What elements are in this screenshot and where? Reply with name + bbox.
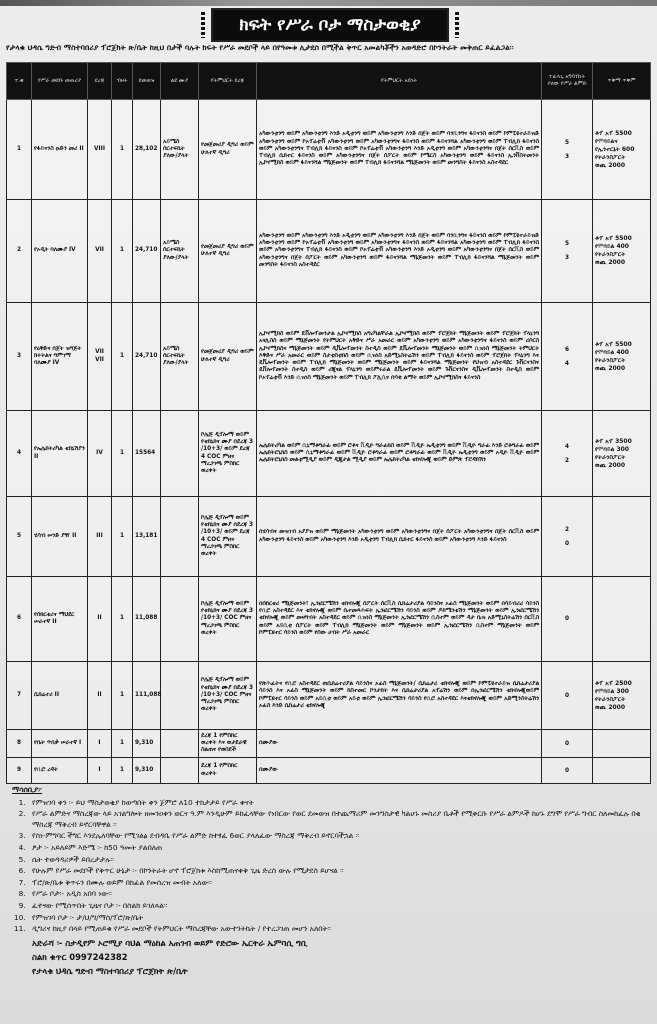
row-no: 3 — [7, 303, 32, 411]
header-experience: ተፈላጊ አግባብነት ያለው የሥራ ልምድ — [542, 63, 593, 100]
table-row — [7, 100, 651, 200]
benefit-line: የትራንስፖርት — [595, 356, 626, 364]
experience-value: 3 — [564, 153, 570, 160]
benefit-line: የትራንስፖርት — [595, 695, 626, 703]
header-salary: ደመወዝ — [133, 63, 161, 100]
note-item: 2. የሥራ ልምድና ማስረጃው ላይ አገልግሎት ዘመንዐቀን ወርና ዓ.ም እንዲሁም ይከፈላቸው የነበርው የወር ደመወዝ በተጨማሪም መንግስታዊ ካልሆኑ መስሪያ ቤቶች የሚቀርቡ የሥራ ልምዶች ከሆኑ ደግሞ የሥራ ግብር ስለመከፈሉ በቂ ማስረጃ ማቅረብ ይኖርባቸዋል ፡፡ — [28, 809, 652, 830]
row-specialty — [161, 730, 199, 758]
row-qty: 1 — [112, 497, 133, 577]
benefit-line: ወጪ 2000 — [595, 259, 626, 266]
row-benefits — [593, 662, 651, 730]
contact-address: አድራሻ ፡- ስታዲየም ኦሮሚያ ባህል ማዕከል አጠገብ ወይም የድሮው ኤርትራ ኤምባሲ ግቢ — [32, 937, 308, 948]
row-benefits — [593, 497, 651, 577]
row-benefits — [593, 577, 651, 662]
experience-value: 5 — [564, 241, 570, 247]
row-education-type: ኢኮኖሚክስ ወይም ዴቨሎፕመንታል ኢኮኖሚክስ አግሪካልቸራል ኢኮኖሚክስ ወይም ፕሮጀክት ማኔጅመንት ወይም ፕሮጀክት ፕላኒንግ አናሊስስ ወይም ማኔጅመንት የትምህርት አቅድና ሥራ አመራር ወይም አካውንቲንግ ወይም አካውንቲንግና ፋይናንስ ወይም ሪሶርስ ኢኮኖሚክስና ማኔጅመንት ወይም ዲቬሎፕመንት ስተዲስ ወይም ዴቬሎፕመንት ማኔጅመንት ወይም ቢዝነስ ማኔጅመንት ትምህርት እቅድና ሥራ አመራር ወይም ስታቲስቲክስ ወይም ቢዝነስ አድሚኒስትሬሽን ወይም ፐብሊክ ፋይናንስ ወይም ፕሮጀክት ፕላኒንግ እና ዴቬሎፕመንት ወይም ፐብሊክ ማኔጅመንት ወይም ማኔጅመንት ወይም ፋይናንሻል ማኔጅመንት የህዝብ አስተዳደር ጉቨርናንስና ዴቨሎፕመንት ስተዲስ ወይም ሪጂናል ፕላኒንግ ወይምሩራል ዴቬሎፕመንት ወይም ጉቨርናንስና ዲቬሎፕመንት ስተዲስ ወይም ኮኦፕሬቲቭ እንድ ቢዝነስ ማኔጅመንት ወይም ፐብሊክ ፖሊሲና በሳቂ ልማት ወይም ኢኮኖሚክስና ፋይናንስ — [257, 303, 542, 411]
benefit-line: ቶፕ አፕ 3500 — [595, 437, 632, 445]
experience-value: 2 — [564, 526, 570, 533]
header-no: ተ.ቁ — [7, 63, 32, 100]
benefit-line: ወጪ 2000 — [595, 703, 626, 711]
row-specialty — [161, 497, 199, 577]
row-specialty: አይሜስ ሰርተፍኬት ያለው/ያላት — [161, 100, 199, 200]
experience-value: 0 — [564, 540, 570, 547]
benefit-line: ቶፕ አፕ 2500 — [595, 679, 632, 687]
row-education-level: ኮሌጅ ዲፕሎማ ወይም የቴክኒክና ሙያ በደረጃ 3 /10+3/ ወይም ደረጃ 4 COC ምዘና ማረጋገጫ ምስክር ወረቀት — [199, 497, 257, 577]
benefit-line: ወጪ 2000 — [595, 461, 626, 469]
row-no: 7 — [7, 662, 32, 730]
header-grade: ደረጃ — [88, 63, 112, 100]
benefit-line: የሞባይል 400 — [595, 348, 629, 356]
ornament-left-icon — [198, 12, 208, 38]
row-benefits — [593, 730, 651, 758]
experience-value: 0 — [564, 740, 570, 747]
row-grade: III — [88, 497, 112, 577]
row-grade: I — [88, 730, 112, 758]
experience-value: 2 — [564, 457, 570, 464]
table-row — [7, 577, 651, 662]
vacancy-table — [6, 62, 651, 784]
row-no: 8 — [7, 730, 32, 758]
row-education-type: ኤሌክትሪካል ወይም ሲኒማቶግራፊ ወይም ሮቶና ቪዲዮ ግራፊክስ ወይም ቪዲዮ ኤዲቲንግ ወይም ቪዲዮ ግራፊ እንድ ሮቶግራፊ ወይም ኤሌክትሮኒክስ ወይም ሲኒማቶግራፊ ወይም ቪዲዮ ሮቶግራፊ ወይም ሮቶግራፊ ወይም ቪዲዮ ኤዲቲንግ ወይም ኦዲዮ ቪዲዮ ወይም ኤሌክትሮኒክስ መልቲሚዲያ ወይም ዲጂታል ሚዲያ ወይም ኤሌክትሪካል ቴክኖሎጂ ወይም ድምጽ ፕሮዳክሽን — [257, 411, 542, 497]
notes-list — [12, 798, 652, 935]
header-benefits: ጥቅማ ጥቅም — [593, 63, 651, 100]
row-experience — [542, 662, 593, 730]
experience-value: 5 — [564, 139, 570, 146]
row-education-type: በሂሳብና መዝገብ አያያዝ ወይም ማኔጅመንት አካውንቲንግ ወይም አካውንቲንግና በጀት ሰፖርት አካውንቲንግና በጀት ሰርቪስ ወይም አካውንቲንግ ፋይናንስ ወይም አካውንቲንግ እንድ ኦዲቲንግ ፐብሊክ ሴክተር ፋይናንስ ወይም አካውንቲንግ እንድ ፋይናንስ — [257, 497, 542, 577]
benefit-line: የትራንስፖርት — [595, 153, 626, 161]
note-item: 4. ፆታ ፡- አይለይም እድሜ ፡- ከ50 ዓመት ያልበለጠ — [28, 843, 652, 854]
table-row — [7, 758, 651, 784]
row-salary: 13,181 — [133, 497, 161, 577]
experience-value: 6 — [564, 346, 570, 353]
experience-value: 0 — [564, 692, 570, 699]
row-education-level: ደረጃ 1 የምስክር ወረቀት — [199, 758, 257, 784]
notes-section — [12, 785, 652, 978]
row-experience — [542, 303, 593, 411]
ornament-right-icon — [452, 12, 462, 38]
note-item: 3. የስነ-ምግባር ችግር እንደሌለባቸው የሚገልፅ ደብዳቤ የሥራ ልምድ ከተፃፈ 6ወር ያላለፈው ማስረጃ ማቅረብ ይኖርባችኋል ፡፡ — [28, 831, 652, 842]
row-benefits — [593, 303, 651, 411]
row-title: የኤሌክትሪካል ቴክኒሽያን II — [32, 411, 88, 497]
row-education-type: አካውንቲንግ ወይም አካውንቲንግ እንድ ኦዲቲንግ ወይም አካውንቲንግ እንድ በጀት ወይም ባንኪንግና ፋይናንስ ወይም ኮምፒዩተራይዝድ አካውንቲንግ ወይም ኮኦፕሬቲቭ አካውንቲንግ ወይም አካውንቲንግና ፋይናንስ ወይም ፋይናንሻል አካውንቲንግ ወይም ፐብሊክ ፋይናንስ ወይም አካውንቲንግና ፐብሊክ ፋይናንስ ወይም ኮኦፕሬቲቭ አካውንቲንግ እንድ ኦዲቲንግ ወይም አካውንቲንግና በጀት ሰርቪስ ወይም ፐብሊክ ሴክተር ፋይናንስ ወይም አካውንቲንግና በጀት ሰፖርት ወይም ኮሜርስ አካውንቲንግ ወይም ፋይናንስ ኢንቨስትመንት ኢኮኖሚክስ ወይም ፋይናንሻል ማኔጅመንት ወይም ፐብሊክ ፋይናንሻል ማኔጅመንት ወይም መንግስት ፋይናንስ አስተዳደር — [257, 100, 542, 200]
header-qty: ብዛት — [112, 63, 133, 100]
row-salary: 24,710 — [133, 303, 161, 411]
row-experience — [542, 577, 593, 662]
contact-phone: ስልክ ቁጥር 0997242382 — [32, 951, 128, 962]
row-grade: VII VII — [88, 303, 112, 411]
benefit-line: የሞባይል 300 — [595, 687, 629, 695]
row-education-level: ኮሌጅ ዲፕሎማ ወይም የቴክኒክና ሙያ በደረጃ 3 /10+3/ COC ምዘና ማረጋገጫ ምስክር ወረቀት — [199, 662, 257, 730]
benefit-line: የሞባይል 300 — [595, 445, 629, 453]
row-education-type: በሰክርቴሪ ማኔጅመንት፣ ኢንፎርሜሽን ቴክኖሎጂ ሰፖርት ሰርቪስ ሴክሬታሪያል ሳይንስና ኦፊስ ማኔጅመንት ወይም በሳይብሪሪ ሳይንስ የቢሮ አስተዳደር እና ቴክኖሎጂ ወይም ቤተመጻሕፍት ኢንፎርሜሽን ሳይንስ ወይም ዶክሜንቴሽን ማኔጅመንት ወይም ኢንፎርሜሽን ቴክኖሎጂ ወይም መዛግብት አስተዳደር ወይም ቢዝነስ ማኔጅመንት ኢንፎርሜሽን ሲስተም ወይም ዳታ ቤዝ አድሚኒስትሬሽን ሰርቪስ ወይም አይሲቲ ሰፖርት ወይም ፐብሊክ ማኔጅመንት ወይም ማኔጅመንት ወይም ኢንፎርሜሽን ሲስተም ማኔጅመንት ወይም ኮምፒዩተር ሳይንስ ወይም የሰው ሀብት ሥራ አመራር — [257, 577, 542, 662]
row-grade: I — [88, 758, 112, 784]
top-edge — [0, 0, 657, 6]
row-grade: II — [88, 577, 112, 662]
page-title: ክፍት የሥራ ቦታ ማስታወቂያ — [211, 8, 448, 42]
note-item: 1. የምዝገባ ቀን ፡- ይህ ማስታወቂያ ከወጣበት ቀን ጀምሮ ለ10 ተከታታይ የሥራ ቀናት — [28, 798, 652, 809]
table-row — [7, 200, 651, 303]
note-item: 9. ፈተናው የሚሰጥበት ጊዜና ቦታ ፡- በስልክ ይገለጻል፡፡ — [28, 901, 652, 912]
row-education-type: አካውንቲንግ ወይም አካውንቲንግ እንድ ኦዲቲንግ ወይም አካውንቲንግ እንድ በጀት ወይም ባንኪንግና ፋይናንስ ወይም ኮምፒዩተራይዝድ አካውንቲንግ ወይም ኮኦፕሬቲቭ አካውንቲንግ ወይም አካውንቲንግና ፋይናንስ ወይም ፋይናንሻል አካውንቲንግ ወይም ፐብሊክ ፋይናንስ ወይም አካውንቲንግና ፐብሊክ ፋይናንስ ወይም ኮኦፕሬቲቭ አካውንቲንግ እንድ ኦዲቲንግ ወይም አካውንቲንግና በጀት ሰርቪስ ወይም አካውንቲንግና በጀት ሰፖርት ወይም አካውንቲንግ ወይም ፋይናንሻል ማኔጅመንት ወይም ፐብሊክ ፋይናንሻል ማኔጅመንት ወይም መንግስት ፋይናንስ አስተዳደር — [257, 200, 542, 303]
header-specialty: ልዩ ሙያ — [161, 63, 199, 100]
row-title: ሂሳብ ሠንድ ያዥ II — [32, 497, 88, 577]
row-title: የፋይናንስ ዑድን መሪ II — [32, 100, 88, 200]
row-specialty: አይሜስ ሰርተፍኬት ያለው/ያላት — [161, 200, 199, 303]
table-body — [7, 100, 651, 784]
row-qty: 1 — [112, 577, 133, 662]
row-education-level: የመጀመሪያ ዲግሪ ወይም ሁለተኛ ዲግሪ — [199, 100, 257, 200]
header-title: የሥራ መደቡ መጠሪያ — [32, 63, 88, 100]
benefit-line: ቶፕ አፕ 5500 — [595, 235, 632, 242]
row-qty: 1 — [112, 303, 133, 411]
table-row — [7, 411, 651, 497]
row-qty: 1 — [112, 730, 133, 758]
row-no: 5 — [7, 497, 32, 577]
note-item: 7. ፕሮ/ጽ/ቤቱ ቅጥሩን በሙሉ ወይም በከፊል የመሰረዝ መብት አለው፡፡ — [28, 878, 652, 889]
row-grade: II — [88, 662, 112, 730]
row-education-type: የጽሕፈትና የቢሮ አስተዳደር ጠሴክሬተሪያል ሳይንስና ኦፊስ ማኔጅመንት/ ሴክሬታሪ ቴክኖሎጂ ወይም ኮምፒዩተራይዝ ሴክሬታሪያል ሳይንስ እና ኦፊስ ማኔጅመንት ወይም ከስተመር ኮንታክት እና ሴክሬታሪያል አፕሬሽን ወይም በኢንፎርሜሽን ቴክኖሎጂወይም ኮምፒዩተር ሳይንስ ወይም አይሲቲ ወይም አይቲ ወይም ኢንፎርሜሽን ሳይንስ የቢሮ አስተዳደር እናቴክኖሎጂ ወይም አድሚንስትሬሽን ኦፊስ እንድ ሴክሬታሪ ቴክኖሎጂ — [257, 662, 542, 730]
row-specialty — [161, 577, 199, 662]
row-grade: VIII — [88, 100, 112, 200]
table-row — [7, 303, 651, 411]
row-education-level: የመጀመሪያ ዲግሪ ወይም ሁለተኛ ዲግሪ — [199, 200, 257, 303]
experience-value: 3 — [564, 255, 570, 261]
row-salary: 24,710 — [133, 200, 161, 303]
table-row — [7, 730, 651, 758]
benefit-line: ቶፕ አፕ 5500 — [595, 129, 632, 137]
intro-text: የታላቁ ህዳሴ ግድብ ማስተባበሪያ ፕሮጀክት ጽ/ቤት ከዚህ በታች ባሉት ክፍት የሥራ መደቦች ላይ በየዓመቱ ሊታደስ በሚችል ቅጥር አመልካቾችን አወዳድሮ በኮንትራት መቅጠር ይፈልጋል፡፡ — [6, 43, 514, 52]
row-experience — [542, 200, 593, 303]
contact-office: የታላቁ ህዳሴ ግድብ ማስተባበሪያ ፕሮጀክት ጽ/ቤት — [32, 965, 188, 976]
row-specialty — [161, 662, 199, 730]
table-row — [7, 662, 651, 730]
experience-value: 0 — [564, 616, 570, 622]
benefit-line: ወጪ 2000 — [595, 161, 626, 169]
notes-heading: ማሳሰቢያ፦ — [12, 785, 42, 794]
benefit-line: የሞባይል 400 — [595, 243, 629, 250]
note-item: 5. ሴት ተወዳዳሪዎች ይበረታታሉ፡፡ — [28, 855, 652, 866]
row-title: የቢሮ ረዳት — [32, 758, 88, 784]
note-item: 11. ዲግሪና ከዚያ በላይ የሚጠይቁ የሥራ መደቦች የትምህርት ማስረጃቸው አውተንትኬት / የተረጋገጠ መሆን አለበት፡፡ — [28, 924, 652, 935]
row-specialty: አይሜስ ሰርተፍኬት ያለው/ያላት — [161, 303, 199, 411]
row-specialty — [161, 411, 199, 497]
row-experience — [542, 411, 593, 497]
row-qty: 1 — [112, 411, 133, 497]
row-no: 9 — [7, 758, 32, 784]
row-title: የኦዲት ባለሙያ IV — [32, 200, 88, 303]
row-qty: 1 — [112, 200, 133, 303]
experience-value: 0 — [564, 767, 570, 774]
row-education-level: ኮሌጅ ዲፕሎማ ወይም የቴክኒክና ሙያ በደረጃ 3 /10+3/ COC ምዘና ማረጋገጫ ምስክር ወረቀት — [199, 577, 257, 662]
row-qty: 1 — [112, 100, 133, 200]
row-no: 1 — [7, 100, 32, 200]
row-qty: 1 — [112, 662, 133, 730]
row-education-type: በሙያው — [257, 758, 542, 784]
row-title: የዕቅድና በጀት ዝግጅት ክትትልና ግምገማ ባለሙያ IV — [32, 303, 88, 411]
title-banner — [150, 10, 510, 40]
benefit-line: ወጪ 2000 — [595, 364, 626, 372]
benefit-line: የሞባይልና — [595, 137, 618, 145]
header-education-type: የትምህርት አይነት — [257, 63, 542, 100]
note-item: 6. የሁሉም የሥራ መደቦች የቅጥር ሁኔታ ፡- በኮንትራት ሆኖ ፕሮጀክቱ እስከሚጠናቀቅ ጊዜ ድረስ ውሉ የሚታደስ ይሆናል ፡፡ — [28, 866, 652, 877]
row-experience — [542, 497, 593, 577]
table-row — [7, 497, 651, 577]
row-salary: 11,088 — [133, 577, 161, 662]
row-no: 4 — [7, 411, 32, 497]
row-experience — [542, 730, 593, 758]
row-title: ሴክሬተሪ II — [32, 662, 88, 730]
row-experience — [542, 100, 593, 200]
row-grade: IV — [88, 411, 112, 497]
benefit-line: ቶፕ አፕ 5500 — [595, 340, 632, 348]
row-salary: 9,310 — [133, 730, 161, 758]
row-salary: 15564 — [133, 411, 161, 497]
row-specialty — [161, 758, 199, 784]
table-header-row — [7, 63, 651, 100]
row-benefits — [593, 758, 651, 784]
row-qty: 1 — [112, 758, 133, 784]
row-no: 2 — [7, 200, 32, 303]
note-item: 10. የምዝገባ ቦታ ፡- ታ/ህ/ግ/ማስ/ፕሮ/ጽ/ቤት — [28, 913, 652, 924]
row-salary: 111,088 — [133, 662, 161, 730]
benefit-line: የትራንስፖርት — [595, 251, 626, 258]
row-benefits — [593, 200, 651, 303]
row-title: የቤት ጥበቃ ሠራተኛ I — [32, 730, 88, 758]
row-grade: VII — [88, 200, 112, 303]
row-education-type: በሙያው — [257, 730, 542, 758]
row-no: 6 — [7, 577, 32, 662]
row-benefits — [593, 411, 651, 497]
benefit-line: የኢንተርኔት 600 — [595, 145, 635, 153]
row-education-level: የመጀመሪያ ዲግሪ ወይም ሁለተኛ ዲግሪ — [199, 303, 257, 411]
benefit-line: የትራንስፖርት — [595, 453, 626, 461]
row-experience — [542, 758, 593, 784]
note-item: 8. የሥራ ቦታ፡- አዲስ አበባ ነው፡፡ — [28, 889, 652, 900]
row-salary: 28,102 — [133, 100, 161, 200]
row-benefits — [593, 100, 651, 200]
row-salary: 9,310 — [133, 758, 161, 784]
row-title: የሰክርቴሪና ማህደር ሠራተኛ II — [32, 577, 88, 662]
row-education-level: ደረጃ 1 የምስክር ወረቀት እና ወታደራዊ ስልጠና የወሰደች — [199, 730, 257, 758]
experience-value: 4 — [564, 360, 570, 367]
row-education-level: ኮሌጅ ዲፕሎማ ወይም የቴክኒክና ሙያ በደረጃ 3 /10+3/ ወይም ደረጃ 4 COC ምዘና ማረጋገጫ ምስክር ወረቀት — [199, 411, 257, 497]
experience-value: 4 — [564, 443, 570, 450]
header-education-level: የትምህርት ደረጃ — [199, 63, 257, 100]
